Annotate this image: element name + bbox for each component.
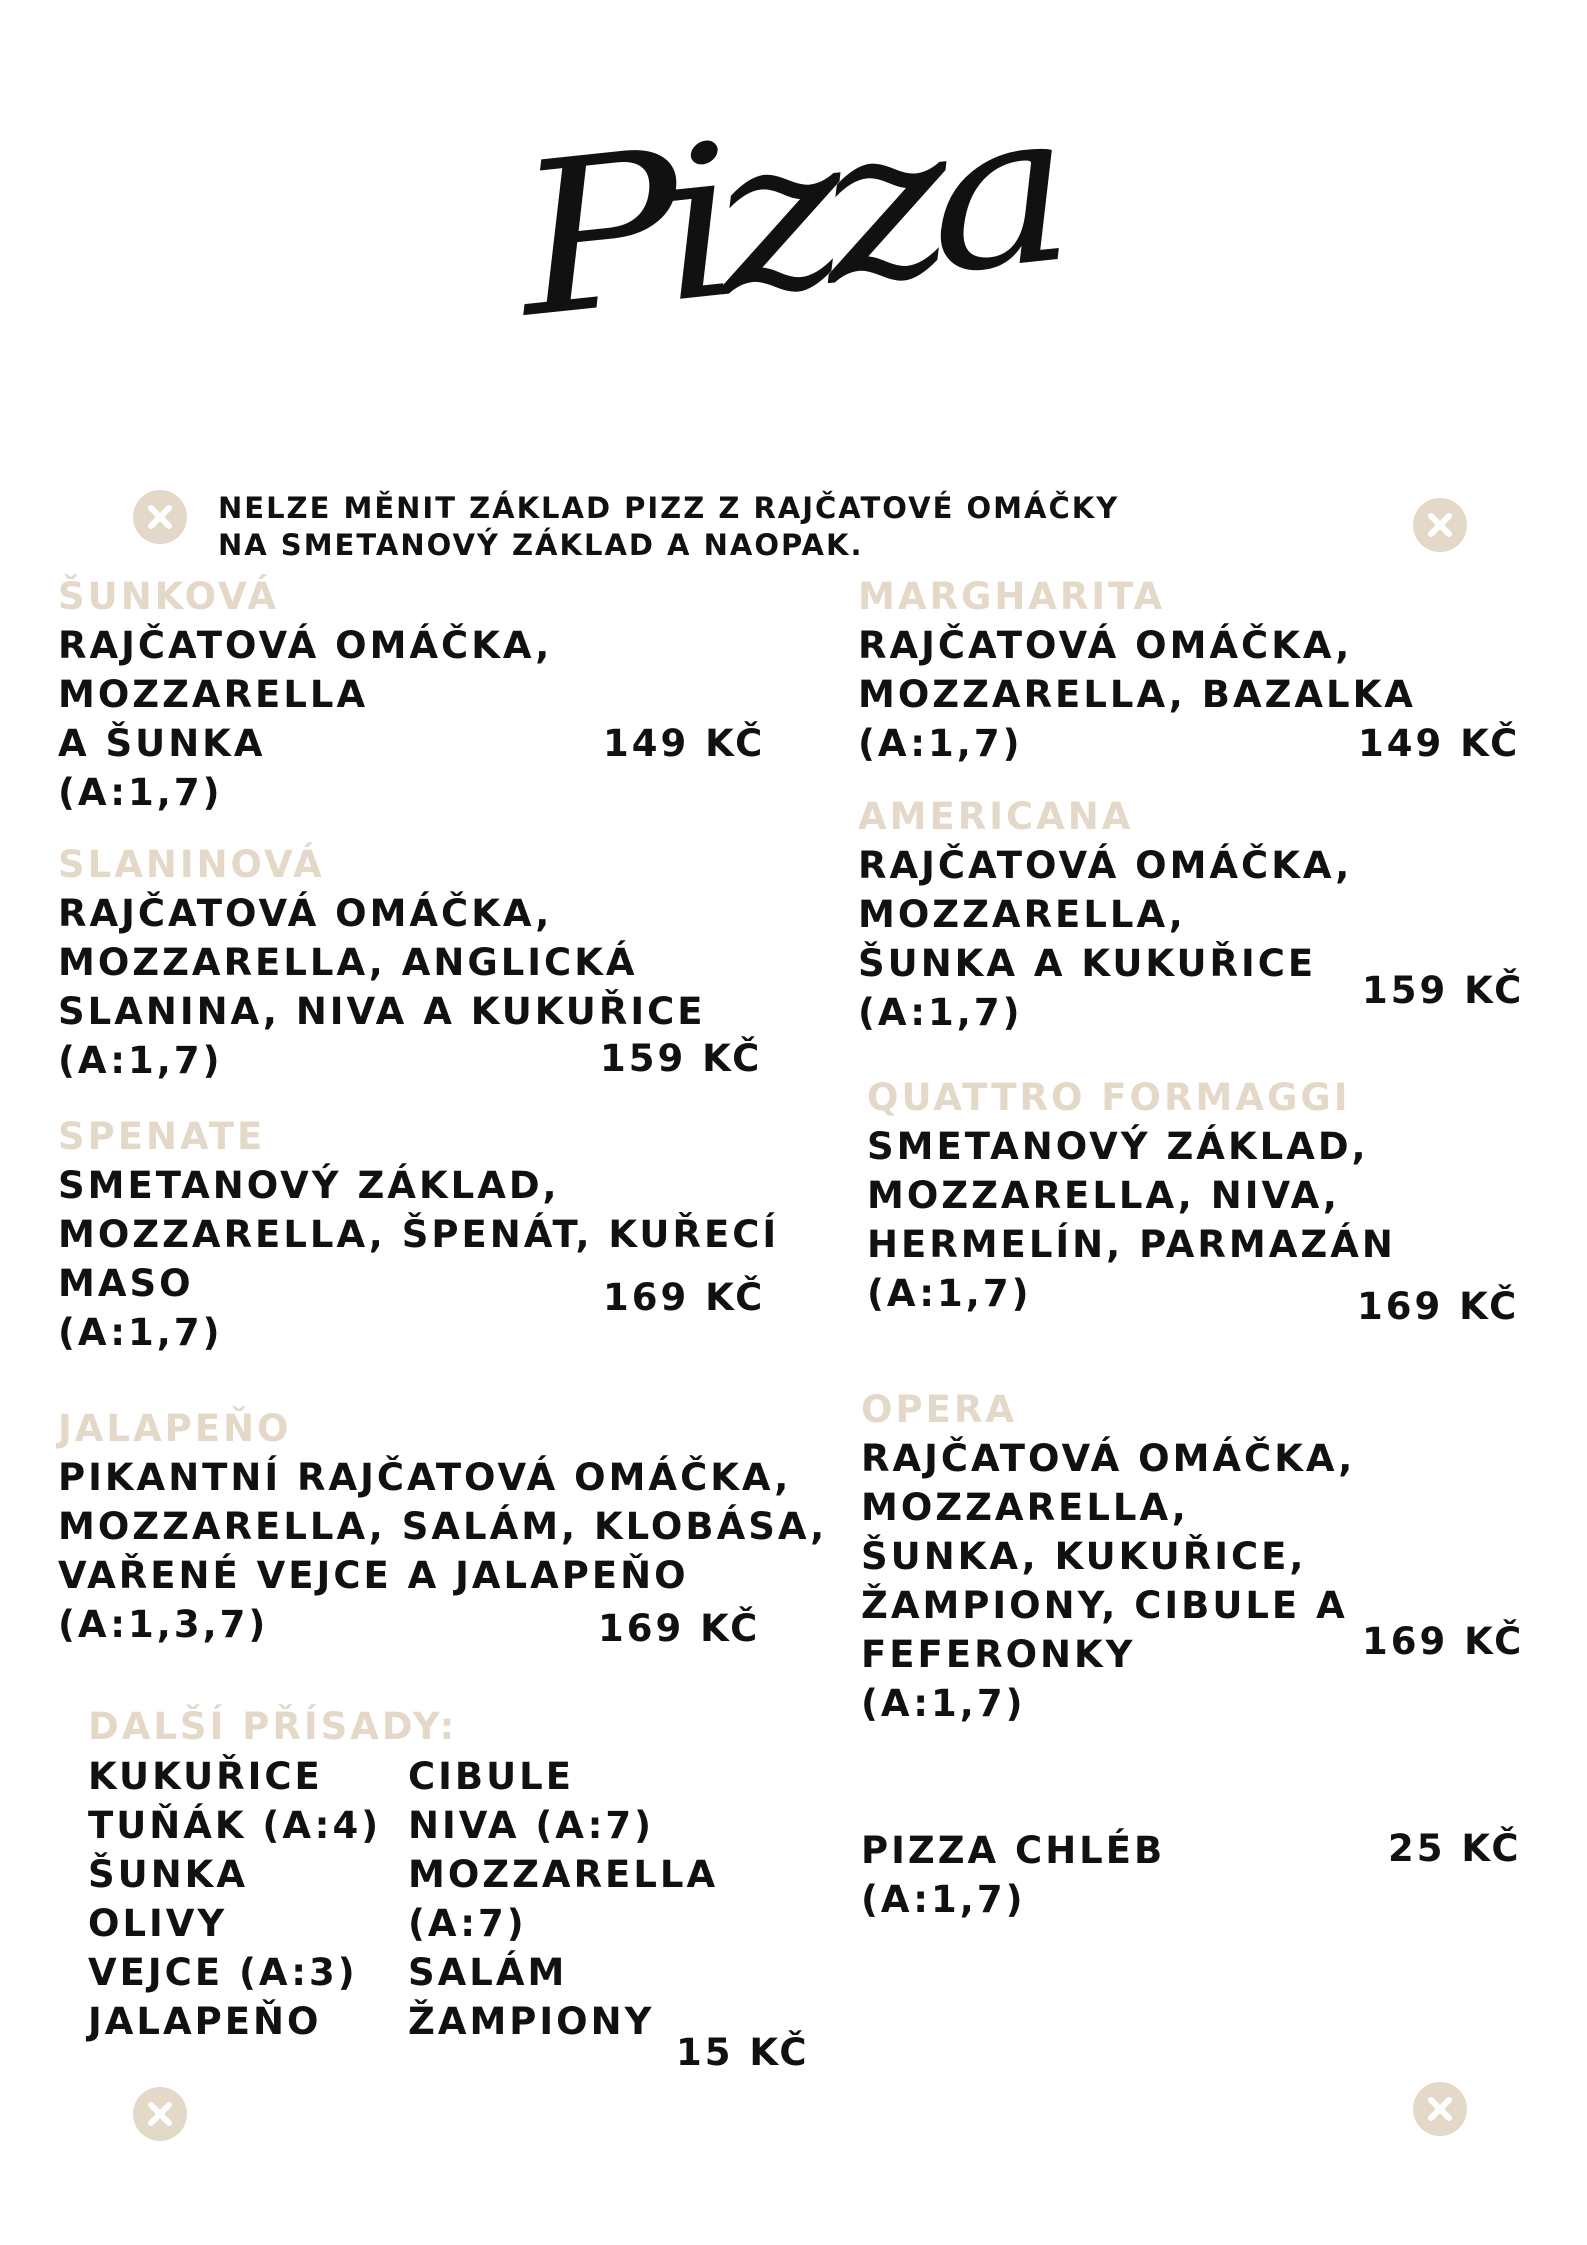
desc-line: MOZZARELLA,	[858, 893, 1186, 936]
desc-line: SMETANOVÝ ZÁKLAD,	[867, 1125, 1369, 1168]
close-icon	[133, 490, 187, 544]
desc-line: RAJČATOVÁ OMÁČKA,	[58, 624, 553, 667]
extra-item: KUKUŘICE	[88, 1755, 323, 1798]
extras-column	[88, 1752, 381, 2046]
extra-item: ŽAMPIONY	[408, 2000, 655, 2043]
item-price: 149 KČ	[1358, 722, 1521, 765]
desc-line: RAJČATOVÁ OMÁČKA,	[858, 844, 1353, 887]
desc-line: (A:1,7)	[861, 1878, 1026, 1921]
desc-line: SMETANOVÝ ZÁKLAD,	[58, 1164, 560, 1207]
desc-line: MOZZARELLA, ŠPENÁT, KUŘECÍ	[58, 1213, 780, 1256]
desc-line: (A:1,7)	[867, 1272, 1032, 1315]
extra-item: NIVA (A:7)	[408, 1804, 655, 1847]
desc-line: MOZZARELLA, ANGLICKÁ	[58, 941, 638, 984]
desc-line: RAJČATOVÁ OMÁČKA,	[58, 892, 553, 935]
close-icon	[133, 2087, 187, 2141]
item-price: 25 KČ	[1388, 1827, 1522, 1870]
item-price: 169 KČ	[1357, 1285, 1520, 1328]
extra-item: VEJCE (A:3)	[88, 1951, 358, 1994]
extra-item: ŠUNKA	[88, 1853, 248, 1896]
desc-line: (A:1,7)	[858, 991, 1023, 1034]
item-name: OPERA	[861, 1388, 1017, 1431]
item-price: 149 KČ	[603, 722, 766, 765]
menu-item-sunkova	[58, 572, 552, 817]
item-name: AMERICANA	[858, 795, 1134, 838]
menu-item-opera	[861, 1385, 1355, 1728]
notice	[218, 490, 1218, 564]
item-price: 169 KČ	[1362, 1620, 1525, 1663]
item-description	[867, 1122, 1396, 1318]
page-title: Pizza	[506, 64, 1064, 365]
desc-line: A ŠUNKA	[58, 722, 266, 765]
item-price: 169 KČ	[603, 1276, 766, 1319]
menu-item-pizza-chleb	[861, 1826, 1165, 1924]
desc-line: SLANINA, NIVA A KUKUŘICE	[58, 990, 706, 1033]
menu-item-quattro-formaggi	[867, 1073, 1396, 1318]
desc-line: MOZZARELLA	[58, 673, 369, 716]
desc-line: FEFERONKY	[861, 1633, 1136, 1676]
menu-item-margharita	[858, 572, 1416, 768]
item-price: 159 KČ	[600, 1037, 763, 1080]
extra-item: JALAPEŇO	[88, 2000, 322, 2043]
item-name: SLANINOVÁ	[58, 843, 325, 886]
item-price: 169 KČ	[598, 1607, 761, 1650]
desc-line: RAJČATOVÁ OMÁČKA,	[861, 1437, 1356, 1480]
extras-column	[408, 1752, 718, 2046]
desc-line: HERMELÍN, PARMAZÁN	[867, 1223, 1396, 1266]
desc-line: ŠUNKA, KUKUŘICE,	[861, 1535, 1307, 1578]
desc-line: MOZZARELLA,	[861, 1486, 1189, 1529]
desc-line: ŠUNKA A KUKUŘICE	[858, 942, 1317, 985]
desc-line: MOZZARELLA, NIVA,	[867, 1174, 1340, 1217]
desc-line: PIZZA CHLÉB	[861, 1829, 1166, 1872]
desc-line: (A:1,3,7)	[58, 1603, 269, 1646]
close-icon	[1413, 2082, 1467, 2136]
menu-item-americana	[858, 792, 1352, 1037]
notice-line: NELZE MĚNIT ZÁKLAD PIZZ Z RAJČATOVÉ OMÁČKY	[218, 491, 1120, 525]
notice-line: NA SMETANOVÝ ZÁKLAD A NAOPAK.	[218, 528, 864, 562]
desc-line: (A:1,7)	[58, 1039, 223, 1082]
desc-line: (A:1,7)	[58, 771, 223, 814]
extra-item: SALÁM	[408, 1951, 568, 1994]
desc-line: MOZZARELLA, SALÁM, KLOBÁSA,	[58, 1505, 828, 1548]
item-name: JALAPEŇO	[58, 1407, 292, 1450]
item-name: SPENATE	[58, 1115, 266, 1158]
desc-line: (A:1,7)	[58, 1311, 223, 1354]
extra-item: TUŇÁK (A:4)	[88, 1804, 382, 1847]
desc-line: VAŘENÉ VEJCE A JALAPEŇO	[58, 1554, 689, 1597]
item-description	[858, 841, 1352, 1037]
item-name: QUATTRO FORMAGGI	[867, 1076, 1351, 1119]
desc-line: (A:1,7)	[861, 1682, 1026, 1725]
item-name: ŠUNKOVÁ	[58, 575, 279, 618]
close-icon	[1413, 498, 1467, 552]
desc-line: MASO	[58, 1262, 194, 1305]
extra-item: OLIVY	[88, 1902, 228, 1945]
item-description	[58, 621, 552, 817]
item-description	[861, 1434, 1355, 1728]
desc-line: PIKANTNÍ RAJČATOVÁ OMÁČKA,	[58, 1456, 792, 1499]
desc-line: MOZZARELLA, BAZALKA	[858, 673, 1416, 716]
extra-item: MOZZARELLA	[408, 1853, 719, 1896]
extras-title: DALŠÍ PŘÍSADY:	[88, 1705, 458, 1748]
item-description	[858, 621, 1416, 768]
extra-item: (A:7)	[408, 1902, 527, 1945]
item-description	[58, 1161, 779, 1357]
extra-item: CIBULE	[408, 1755, 575, 1798]
extras-price: 15 KČ	[676, 2031, 810, 2074]
desc-line: RAJČATOVÁ OMÁČKA,	[858, 624, 1353, 667]
desc-line: ŽAMPIONY, CIBULE A	[861, 1584, 1348, 1627]
item-price: 159 KČ	[1362, 969, 1525, 1012]
item-name: MARGHARITA	[858, 575, 1166, 618]
desc-line: (A:1,7)	[858, 722, 1023, 765]
